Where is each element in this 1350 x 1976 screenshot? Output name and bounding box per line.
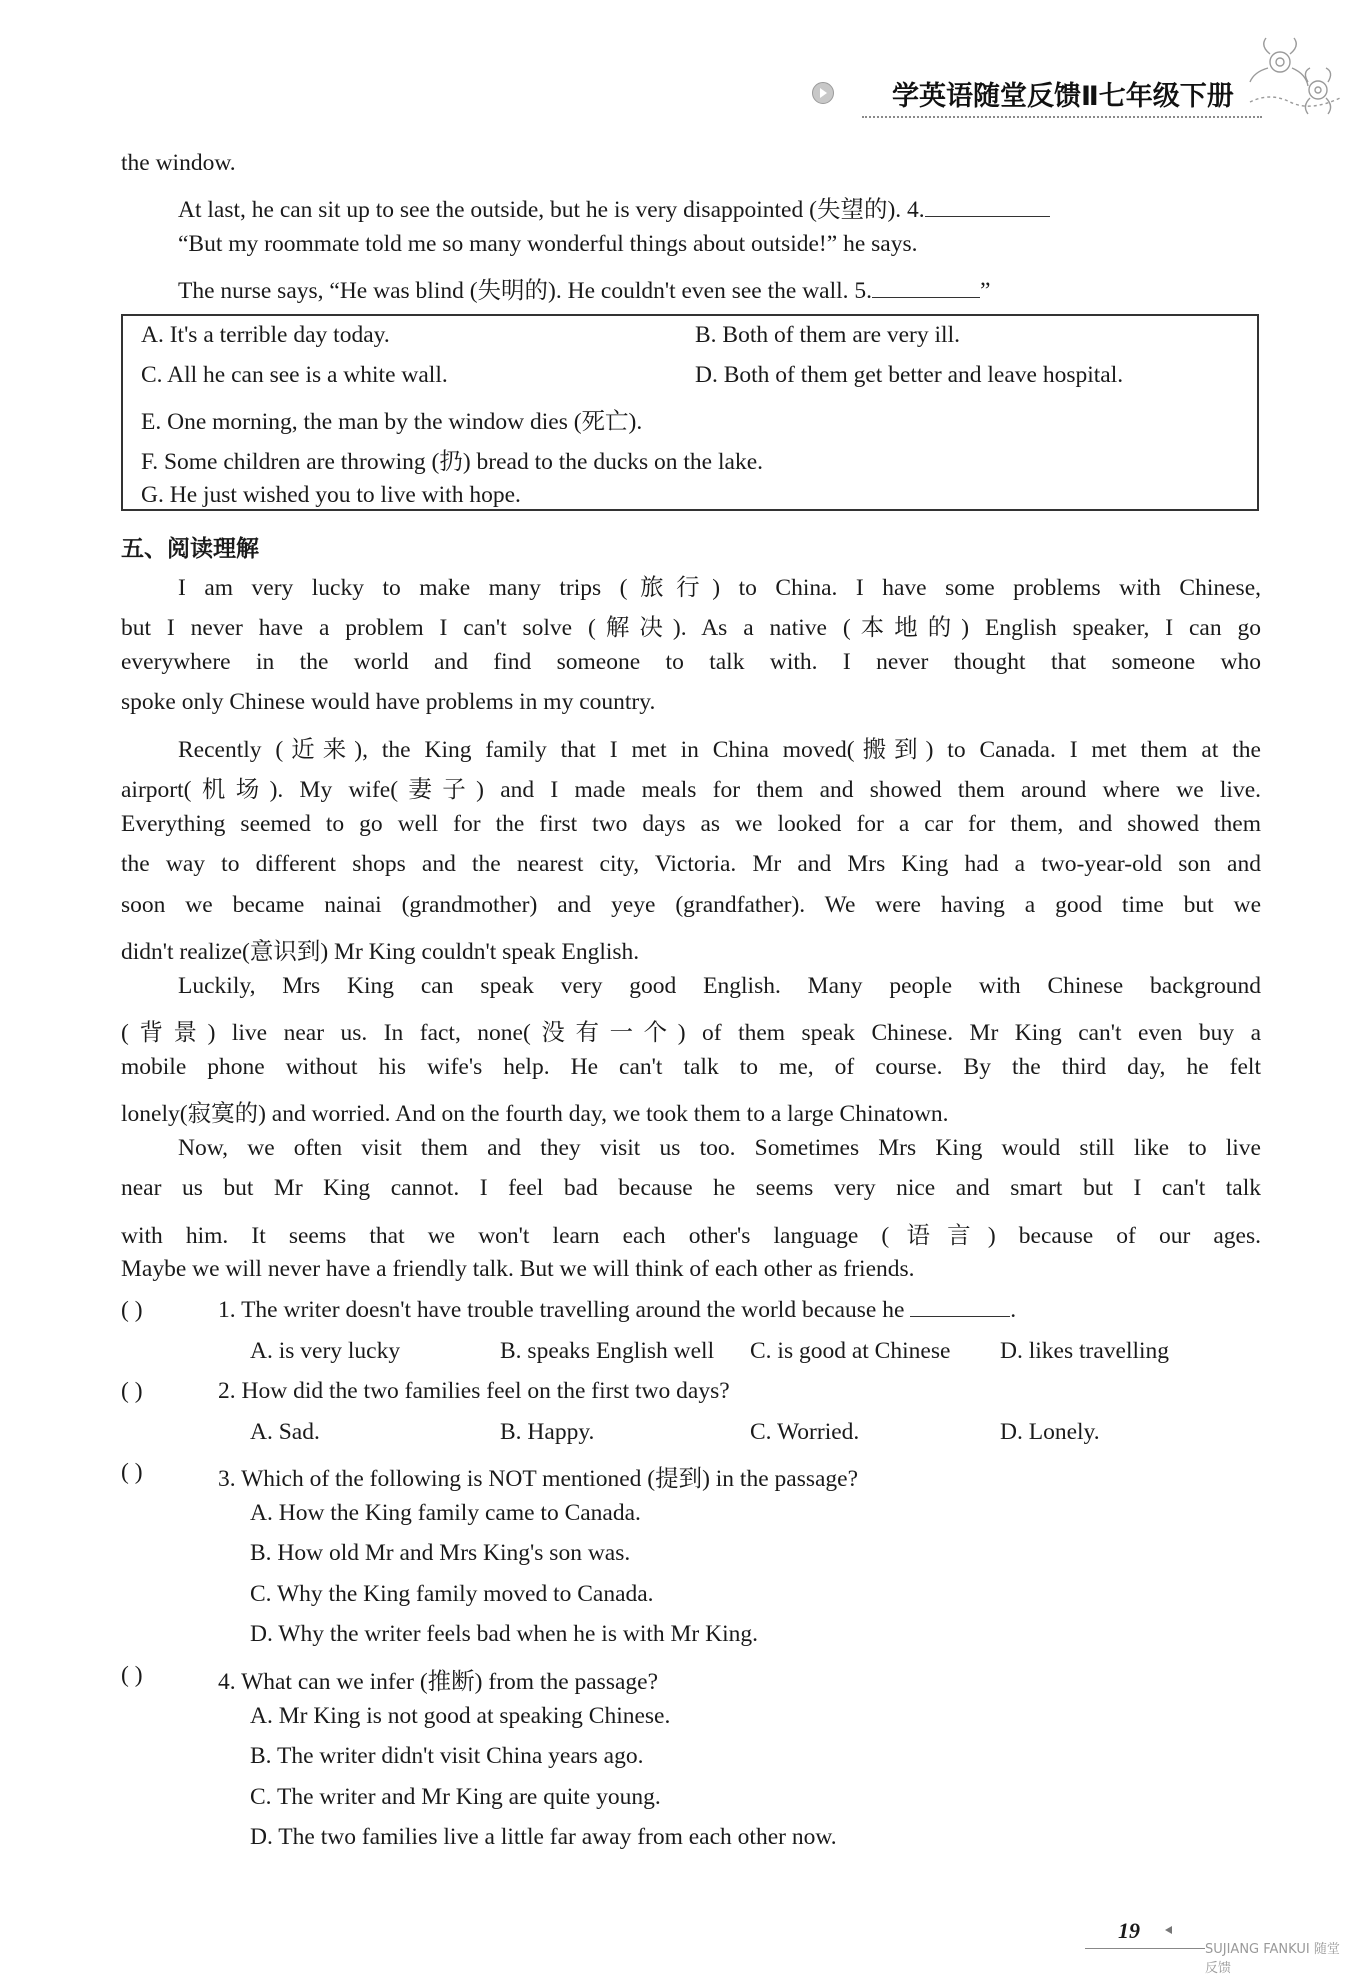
story-line: At last, he can sit up to see the outside, but he is very disappointed (失望的). 4. xyxy=(178,190,1050,224)
passage-line: Now, we often visit them and they visit us too. Sometimes Mrs King would still like to live xyxy=(178,1135,1261,1161)
option-g: G. He just wished you to live with hope. xyxy=(141,482,521,508)
flower-decoration-icon xyxy=(1240,32,1350,122)
play-circle-icon xyxy=(812,82,834,104)
choice-d[interactable]: D. Why the writer feels bad when he is with Mr King. xyxy=(250,1621,758,1647)
footer-brand: SUJIANG FANKUI 随堂反馈 xyxy=(1205,1942,1340,1976)
option-b: B. Both of them are very ill. xyxy=(695,322,960,348)
choice-b[interactable]: B. Happy. xyxy=(500,1419,595,1445)
passage-line: soon we became nainai (grandmother) and yeye (grandfather). We were having a good time but we xyxy=(121,892,1261,918)
options-box xyxy=(121,314,1259,511)
choice-c[interactable]: C. Why the King family moved to Canada. xyxy=(250,1581,654,1607)
answer-bracket[interactable]: ( ) xyxy=(121,1297,143,1323)
question-stem: 4. What can we infer (推断) from the passage? xyxy=(218,1669,659,1695)
passage-line: didn't realize(意识到) Mr King couldn't speak English. xyxy=(121,939,640,965)
passage-line: near us but Mr King cannot. I feel bad because he seems very nice and smart but I can't talk xyxy=(121,1175,1261,1201)
passage-line: but I never have a problem I can't solve (解决). As a native (本地的) English speaker, I can go xyxy=(121,615,1261,641)
passage-line: with him. It seems that we won't learn each other's language (语言) because of our ages. xyxy=(121,1223,1261,1249)
passage-line: I am very lucky to make many trips (旅行) to China. I have some problems with Chinese, xyxy=(178,575,1261,601)
choice-b[interactable]: B. The writer didn't visit China years ago. xyxy=(250,1743,644,1769)
option-f: F. Some children are throwing (扔) bread to the ducks on the lake. xyxy=(141,449,764,475)
passage-line: airport(机场). My wife(妻子) and I made meals for them and showed them around where we live. xyxy=(121,777,1261,803)
passage-line: lonely(寂寞的) and worried. And on the fourth day, we took them to a large Chinatown. xyxy=(121,1101,949,1127)
choice-b[interactable]: B. How old Mr and Mrs King's son was. xyxy=(250,1540,631,1566)
choice-c[interactable]: C. Worried. xyxy=(750,1419,860,1445)
answer-bracket[interactable]: ( ) xyxy=(121,1662,143,1688)
arrow-left-icon xyxy=(1165,1926,1172,1934)
option-c: C. All he can see is a white wall. xyxy=(141,362,448,388)
page-number: 19 xyxy=(1118,1918,1140,1943)
header-divider xyxy=(862,116,1262,118)
option-d: D. Both of them get better and leave hospital. xyxy=(695,362,1124,388)
answer-blank[interactable] xyxy=(872,297,980,298)
passage-line: Maybe we will never have a friendly talk. But we will think of each other as friends. xyxy=(121,1256,915,1282)
choice-d[interactable]: D. Lonely. xyxy=(1000,1419,1100,1445)
passage-line: Everything seemed to go well for the first two days as we looked for a car for them, and showed them xyxy=(121,811,1261,837)
choice-a[interactable]: A. Sad. xyxy=(250,1419,320,1445)
option-e: E. One morning, the man by the window dies (死亡). xyxy=(141,409,643,435)
question-stem: 2. How did the two families feel on the first two days? xyxy=(218,1378,730,1404)
choice-c[interactable]: C. The writer and Mr King are quite young. xyxy=(250,1784,661,1810)
choice-d[interactable]: D. The two families live a little far away from each other now. xyxy=(250,1824,837,1850)
choice-a[interactable]: A. Mr King is not good at speaking Chinese. xyxy=(250,1703,671,1729)
story-line: the window. xyxy=(121,150,236,176)
question-stem: 3. Which of the following is NOT mentioned (提到) in the passage? xyxy=(218,1466,859,1492)
answer-blank[interactable] xyxy=(910,1316,1010,1317)
answer-bracket[interactable]: ( ) xyxy=(121,1459,143,1485)
answer-bracket[interactable]: ( ) xyxy=(121,1378,143,1404)
choice-a[interactable]: A. is very lucky xyxy=(250,1338,401,1364)
answer-blank[interactable] xyxy=(925,216,1050,217)
page-header xyxy=(800,72,1340,132)
passage-line: spoke only Chinese would have problems in my country. xyxy=(121,689,656,715)
book-title: 学英语随堂反馈Ⅱ七年级下册 xyxy=(892,81,1234,112)
story-line: “But my roommate told me so many wonderful things about outside!” he says. xyxy=(178,231,918,257)
choice-c[interactable]: C. is good at Chinese xyxy=(750,1338,951,1364)
passage-line: everywhere in the world and find someone to talk with. I never thought that someone who xyxy=(121,649,1261,675)
choice-d[interactable]: D. likes travelling xyxy=(1000,1338,1170,1364)
passage-line: (背景) live near us. In fact, none(没有一个) of them speak Chinese. Mr King can't even buy a xyxy=(121,1020,1261,1046)
option-a: A. It's a terrible day today. xyxy=(141,322,390,348)
story-line: The nurse says, “He was blind (失明的). He couldn't even see the wall. 5. ” xyxy=(178,278,991,304)
section-title: 五、阅读理解 xyxy=(121,536,259,562)
passage-line: the way to different shops and the nearest city, Victoria. Mr and Mrs King had a two-year-old son and xyxy=(121,851,1261,877)
footer-divider xyxy=(1085,1948,1205,1949)
question-stem: 1. The writer doesn't have trouble travelling around the world because he . xyxy=(218,1297,1017,1323)
passage-line: mobile phone without his wife's help. He can't talk to me, of course. By the third day, he felt xyxy=(121,1054,1261,1080)
choice-a[interactable]: A. How the King family came to Canada. xyxy=(250,1500,641,1526)
passage-line: Recently (近来), the King family that I met in China moved(搬到) to Canada. I met them at the xyxy=(178,737,1261,763)
passage-line: Luckily, Mrs King can speak very good English. Many people with Chinese background xyxy=(178,973,1261,999)
choice-b[interactable]: B. speaks English well xyxy=(500,1338,715,1364)
